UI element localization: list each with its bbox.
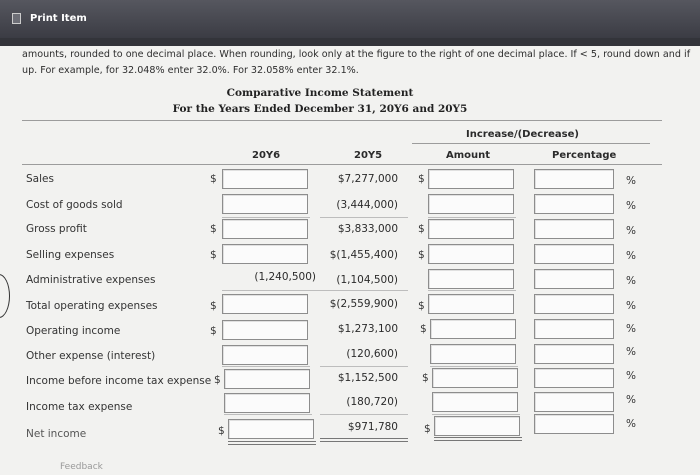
row-label-gross-profit: Gross profit <box>26 223 87 235</box>
column-header-rule <box>22 164 662 165</box>
subtotal-line <box>320 290 408 291</box>
sales-20y5-value: $7,277,000 <box>337 173 398 185</box>
subtotal-line <box>222 290 320 291</box>
percent-sign: % <box>626 394 636 406</box>
percent-sign: % <box>626 250 636 262</box>
dollar-sign: $ <box>422 372 429 384</box>
percent-sign: % <box>626 323 636 335</box>
other-expense-amount-input[interactable] <box>430 344 516 364</box>
row-label-net-income: Net income <box>26 428 87 440</box>
dollar-sign: $ <box>424 423 431 435</box>
subtotal-line <box>320 414 408 415</box>
double-underline <box>228 441 316 445</box>
row-focus-marker <box>0 274 10 318</box>
gross-profit-20y5-value: $3,833,000 <box>337 223 398 235</box>
dollar-sign: $ <box>420 323 427 335</box>
row-label-administrative-expenses: Administrative expenses <box>26 274 156 286</box>
net-income-20y5-value: $971,780 <box>347 421 398 433</box>
row-label-sales: Sales <box>26 173 54 185</box>
net-income-20y6-input[interactable] <box>228 419 314 439</box>
dollar-sign: $ <box>218 425 225 437</box>
income-before-tax-20y6-input[interactable] <box>224 369 310 389</box>
row-label-cogs: Cost of goods sold <box>26 199 123 211</box>
cogs-20y5-value: (3,444,000) <box>336 199 398 211</box>
percent-sign: % <box>626 200 636 212</box>
income-tax-expense-20y6-input[interactable] <box>224 393 310 413</box>
total-operating-expenses-20y5-value: $(2,559,900) <box>329 298 398 310</box>
dollar-sign: $ <box>214 374 221 386</box>
window-title: Print Item <box>30 13 87 24</box>
administrative-expenses-percentage-input[interactable] <box>534 269 614 289</box>
row-label-income-tax-expense: Income tax expense <box>26 401 133 413</box>
income-tax-expense-20y5-value: (180,720) <box>346 396 398 408</box>
total-operating-expenses-percentage-input[interactable] <box>534 294 614 314</box>
dollar-sign: $ <box>418 249 425 261</box>
percent-sign: % <box>626 225 636 237</box>
dollar-sign: $ <box>210 173 217 185</box>
income-tax-expense-amount-input[interactable] <box>432 392 518 412</box>
percent-sign: % <box>626 175 636 187</box>
income-before-tax-percentage-input[interactable] <box>534 368 614 388</box>
window-titlebar <box>0 0 700 38</box>
column-header-20y5: 20Y5 <box>354 150 383 161</box>
print-icon <box>12 13 21 24</box>
double-underline <box>320 438 408 442</box>
sales-percentage-input[interactable] <box>534 169 614 189</box>
dollar-sign: $ <box>210 249 217 261</box>
operating-income-20y6-input[interactable] <box>222 320 308 340</box>
cogs-percentage-input[interactable] <box>534 194 614 214</box>
subtotal-line <box>428 217 516 218</box>
subtotal-line <box>430 366 518 367</box>
instructions <box>22 47 698 79</box>
administrative-expenses-20y6-value: (1,240,500) <box>254 271 316 283</box>
column-header-20y6: 20Y6 <box>252 150 281 161</box>
dollar-sign: $ <box>418 173 425 185</box>
percent-sign: % <box>626 275 636 287</box>
column-header-amount: Amount <box>446 150 491 161</box>
subtotal-line <box>320 366 408 367</box>
subtotal-line <box>224 414 312 415</box>
selling-expenses-20y5-value: $(1,455,400) <box>329 249 398 261</box>
row-label-selling-expenses: Selling expenses <box>26 249 115 261</box>
sales-amount-input[interactable] <box>428 169 514 189</box>
gross-profit-20y6-input[interactable] <box>222 219 308 239</box>
dollar-sign: $ <box>210 300 217 312</box>
operating-income-percentage-input[interactable] <box>534 319 614 339</box>
header-rule <box>22 120 662 121</box>
net-income-amount-input[interactable] <box>434 416 520 436</box>
income-tax-expense-percentage-input[interactable] <box>534 392 614 412</box>
subtotal-line <box>428 290 516 291</box>
dollar-sign: $ <box>210 325 217 337</box>
sales-20y6-input[interactable] <box>222 169 308 189</box>
increase-decrease-header: Increase/(Decrease) <box>466 129 579 140</box>
operating-income-amount-input[interactable] <box>430 319 516 339</box>
header-strip <box>0 38 700 46</box>
double-underline <box>434 437 522 441</box>
operating-income-20y5-value: $1,273,100 <box>337 323 398 335</box>
statement-subtitle: For the Years Ended December 31, 20Y6 and 20Y5 <box>172 103 468 115</box>
subtotal-line <box>222 217 310 218</box>
gross-profit-percentage-input[interactable] <box>534 219 614 239</box>
cogs-20y6-input[interactable] <box>222 194 308 214</box>
dollar-sign: $ <box>210 223 217 235</box>
dollar-sign: $ <box>418 223 425 235</box>
net-income-percentage-input[interactable] <box>534 414 614 434</box>
column-header-percentage: Percentage <box>552 150 617 161</box>
gross-profit-amount-input[interactable] <box>428 219 514 239</box>
selling-expenses-20y6-input[interactable] <box>222 244 308 264</box>
increase-decrease-underline <box>412 143 650 144</box>
instructions-line-2: up. For example, for 32.048% enter 32.0%. For 32.058% enter 32.1%. <box>22 65 359 76</box>
row-label-other-expense: Other expense (interest) <box>26 350 156 362</box>
row-label-total-operating-expenses: Total operating expenses <box>26 300 158 312</box>
selling-expenses-percentage-input[interactable] <box>534 244 614 264</box>
statement-title: Comparative Income Statement <box>226 87 414 99</box>
row-label-operating-income: Operating income <box>26 325 121 337</box>
selling-expenses-amount-input[interactable] <box>428 244 514 264</box>
percent-sign: % <box>626 346 636 358</box>
subtotal-line <box>432 414 520 415</box>
cogs-amount-input[interactable] <box>428 194 514 214</box>
administrative-expenses-20y5-value: (1,104,500) <box>336 274 398 286</box>
row-label-income-before-tax: Income before income tax expense <box>26 375 212 387</box>
subtotal-line <box>222 366 310 367</box>
instructions-line-1: amounts, rounded to one decimal place. When rounding, look only at the figure to the right of one decimal place. If < 5, round down and if <box>22 49 691 60</box>
percent-sign: % <box>626 418 636 430</box>
other-expense-percentage-input[interactable] <box>534 344 614 364</box>
income-before-tax-amount-input[interactable] <box>432 368 518 388</box>
subtotal-line <box>320 217 408 218</box>
feedback-link[interactable]: Feedback <box>60 462 103 472</box>
total-operating-expenses-amount-input[interactable] <box>428 294 514 314</box>
percent-sign: % <box>626 370 636 382</box>
percent-sign: % <box>626 300 636 312</box>
administrative-expenses-amount-input[interactable] <box>428 269 514 289</box>
total-operating-expenses-20y6-input[interactable] <box>222 294 308 314</box>
income-before-tax-20y5-value: $1,152,500 <box>337 372 398 384</box>
dollar-sign: $ <box>418 300 425 312</box>
other-expense-20y6-input[interactable] <box>222 345 308 365</box>
other-expense-20y5-value: (120,600) <box>346 348 398 360</box>
